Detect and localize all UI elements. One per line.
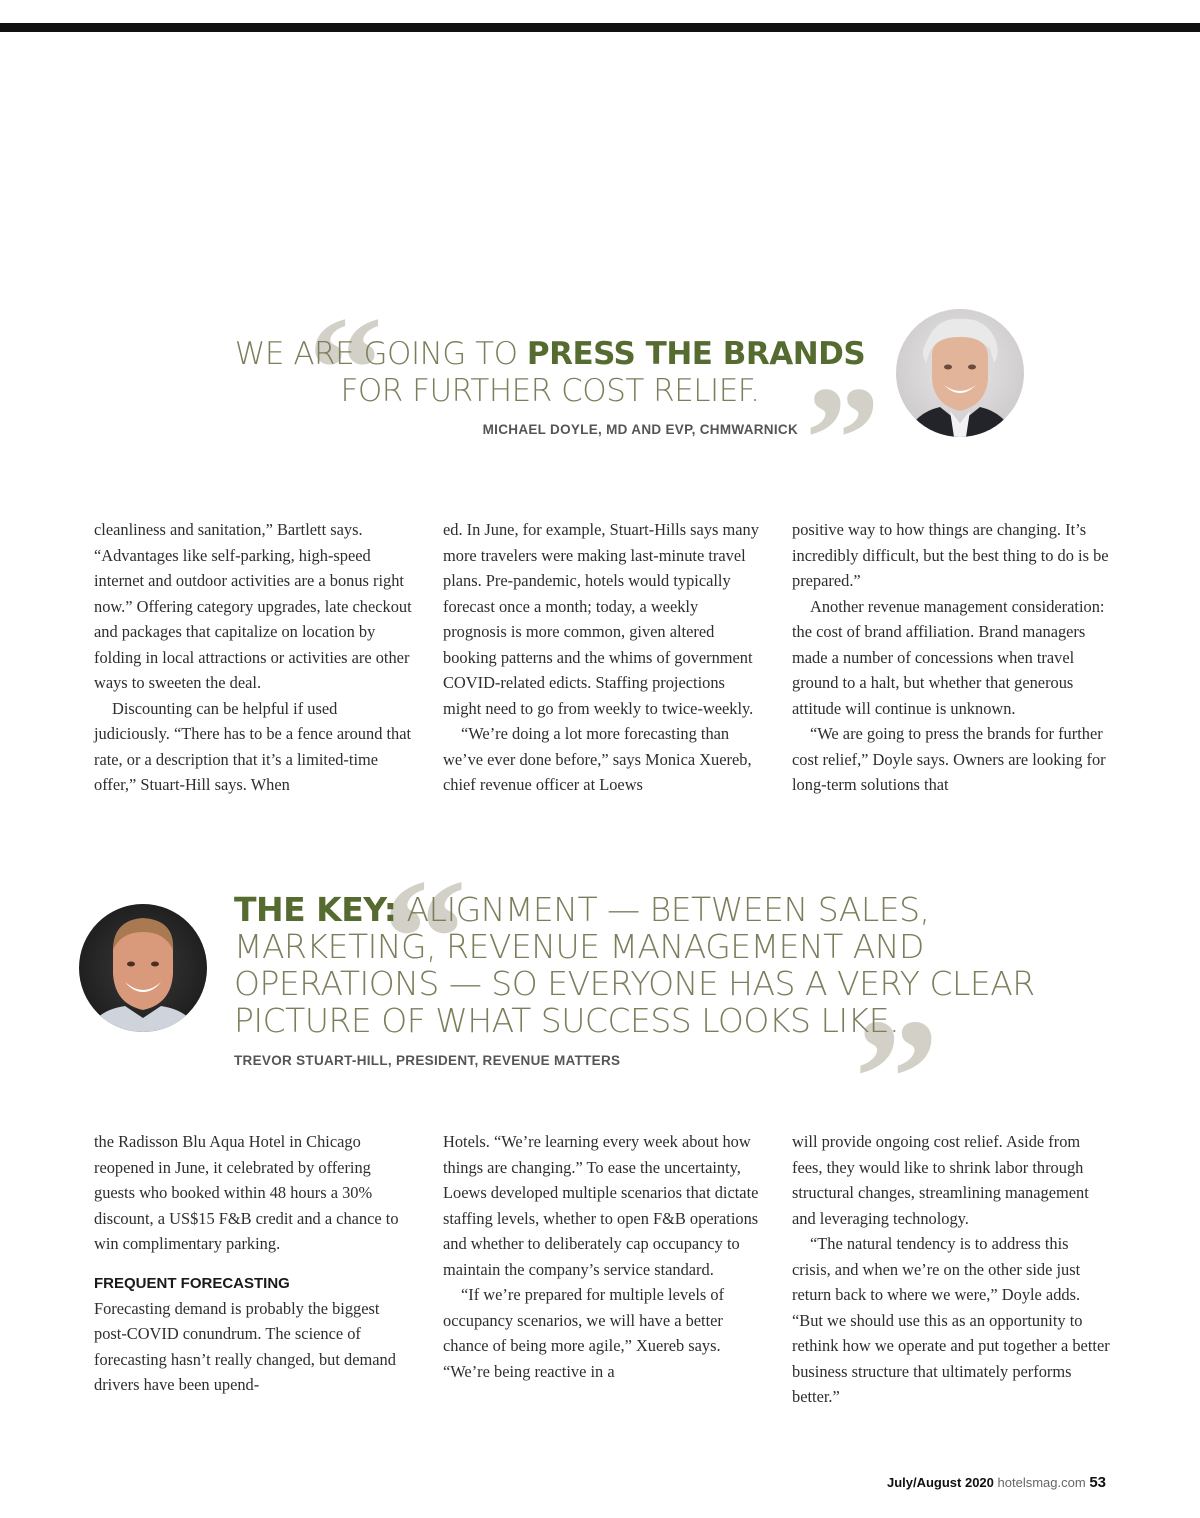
open-quote-mark: “ <box>382 844 467 1032</box>
page-footer <box>887 1474 1106 1491</box>
issue-date: July/August 2020 <box>886 1475 994 1490</box>
body-column-bottom-1 <box>94 1129 412 1398</box>
portrait-photo-icon <box>896 309 1024 437</box>
body-paragraph: Discounting can be helpful if used judiciously. “There has to be a fence around that rate, or a description that it’s a limited-time offer,” Stuart-Hill says. When <box>94 698 412 794</box>
body-paragraph: cleanliness and sanitation,” Bartlett says. “Advantages like self-parking, high-speed internet and outdoor activities are a bonus right now.” Offering category upgrades, late checkout and packages that capitalize on location by folding in local attractions or activities are other ways to sweeten the deal. <box>94 520 412 692</box>
pull-quote-attribution: TREVOR STUART-HILL, PRESIDENT, REVENUE MATTERS <box>234 1053 621 1068</box>
page-number: 53 <box>1089 1474 1106 1491</box>
pull-quote-stuart-hill <box>234 844 1094 1172</box>
pull-quote-text <box>234 891 1094 1039</box>
body-column-top-1 <box>94 517 412 798</box>
pull-quote-text-pre: WE ARE GOING TO <box>234 336 527 372</box>
body-paragraph: “We’re doing a lot more forecasting than we’ve ever done before,” says Monica Xuereb, chief revenue officer at Loews <box>443 724 752 794</box>
open-quote-mark: “ <box>308 286 383 452</box>
body-column-top-2 <box>443 517 761 798</box>
close-quote-mark: ” <box>854 984 939 1172</box>
body-paragraph: the Radisson Blu Aqua Hotel in Chicago reopened in June, it celebrated by offering guests who booked within 48 hours a 30% discount, a US$15 F&B credit and a chance to win complimentary parking. <box>94 1132 399 1253</box>
website-link[interactable]: hotelsmag.com <box>997 1475 1086 1490</box>
body-paragraph: “We are going to press the brands for further cost relief,” Doyle says. Owners are looking for long-term solutions that <box>792 724 1106 794</box>
body-column-bottom-2 <box>443 1129 761 1384</box>
pull-quote-doyle <box>230 286 880 522</box>
section-heading: FREQUENT FORECASTING <box>94 1274 290 1292</box>
body-paragraph: will provide ongoing cost relief. Aside from fees, they would like to shrink labor through structural changes, streamlining management and leveraging technology. <box>792 1132 1089 1228</box>
body-column-top-3 <box>792 517 1110 798</box>
body-paragraph: “If we’re prepared for multiple levels of occupancy scenarios, we will have a better chance of being more agile,” Xuereb says. “We’re being reactive in a <box>443 1285 725 1381</box>
body-paragraph: positive way to how things are changing. It’s incredibly difficult, but the best thing to do is be prepared.” <box>792 520 1109 590</box>
pull-quote-text <box>230 336 870 410</box>
close-quote-mark: ” <box>805 356 880 522</box>
avatar-michael-doyle <box>896 309 1024 437</box>
body-paragraph: Hotels. “We’re learning every week about how things are changing.” To ease the uncertainty, Loews developed multiple scenarios that dictate staffing levels, whether to open F&B operations and whether to deliberately cap occupancy to maintain the company’s service standard. <box>443 1132 759 1279</box>
pull-quote-text-post: ALIGNMENT — BETWEEN SALES, MARKETING, REVENUE MANAGEMENT AND OPERATIONS — SO EVERYONE HAS A VERY CLEAR PICTURE OF WHAT SUCCESS LOOKS LIKE. <box>234 890 1035 1040</box>
pull-quote-attribution: MICHAEL DOYLE, MD AND EVP, CHMWARNICK <box>482 422 798 437</box>
body-paragraph: ed. In June, for example, Stuart-Hills says many more travelers were making last-minute travel plans. Pre-pandemic, hotels would typically forecast once a month; today, a weekly prognosis is more common, given altered booking patterns and the whims of government COVID-related edicts. Staffing projections might need to go from weekly to twice-weekly. <box>443 520 759 718</box>
pull-quote-highlight: THE KEY: <box>234 890 397 929</box>
body-paragraph: Forecasting demand is probably the biggest post-COVID conundrum. The science of forecasting hasn’t really changed, but demand drivers have been upend- <box>94 1298 396 1394</box>
body-paragraph: Another revenue management consideration: the cost of brand affiliation. Brand managers made a number of concessions when travel ground to a halt, but whether that generous attitude will continue is unknown. <box>792 596 1105 718</box>
pull-quote-text-post: FOR FURTHER COST RELIEF. <box>340 373 760 409</box>
portrait-photo-icon <box>79 904 207 1032</box>
body-paragraph: “The natural tendency is to address this crisis, and when we’re on the other side just return back to where we were,” Doyle adds. “But we should use this as an opportunity to rethink how we operate and put together a better business structure that ultimately performs better.” <box>792 1234 1110 1406</box>
pull-quote-highlight: PRESS THE BRANDS <box>526 336 866 372</box>
body-column-bottom-3 <box>792 1129 1110 1410</box>
avatar-trevor-stuart-hill <box>79 904 207 1032</box>
top-rule <box>0 23 1200 32</box>
